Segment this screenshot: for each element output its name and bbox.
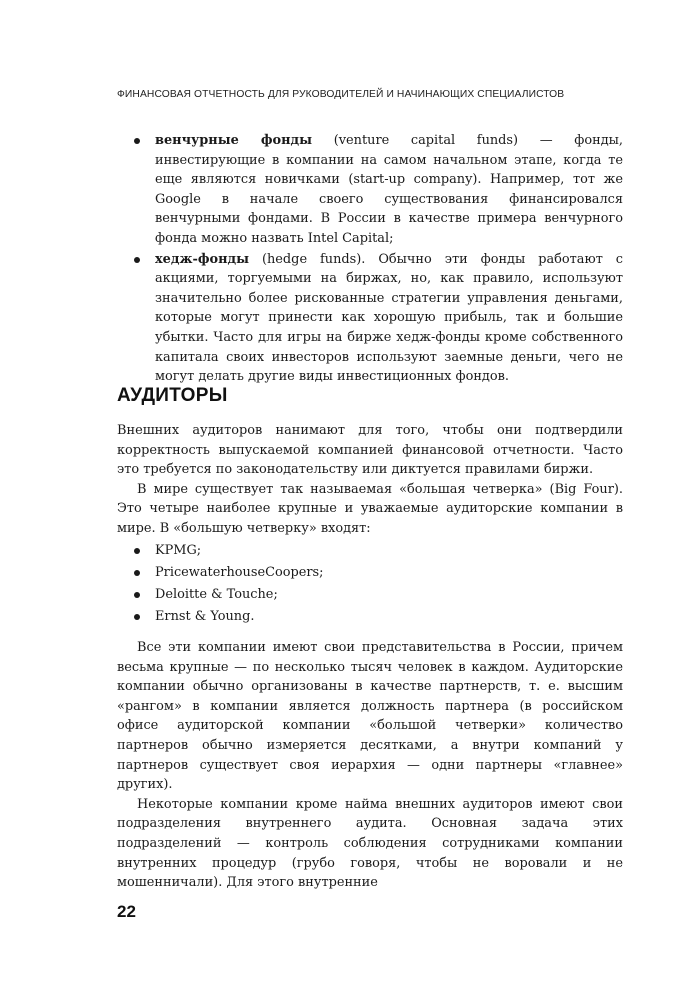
auditors-intro-block [117, 421, 623, 539]
list-item [117, 250, 623, 387]
term-venture-funds: венчурные фонды [155, 133, 313, 148]
firm-name: PricewaterhouseCoopers; [155, 565, 324, 580]
list-item [117, 131, 623, 249]
term-hedge-funds: хедж-фонды [155, 251, 250, 267]
list-item [117, 541, 623, 563]
bullet-icon [134, 138, 140, 144]
fund-types-list [117, 131, 623, 387]
auditors-details-block [117, 638, 623, 893]
paragraph-russia: Все эти компании имеют свои представительства в России, причем весьма крупные — по несколько тысяч человек в каждом. Аудиторские компании обычно организованы в качестве партнерств, т. е. высшим «рангом» в компании является должность партнера (в российском офисе аудиторской компании «большой четверки» количество партнеров обычно измеряется десятками, а внутри компаний у партнеров существует своя иерархия — одни партнеры «главнее» других). [117, 640, 623, 793]
bullet-icon [134, 257, 140, 263]
paragraph-internal-audit: Некоторые компании кроме найма внешних аудиторов имеют свои подразделения внутреннего аудита. Основная задача этих подразделений — контроль соблюдения сотрудниками компании внутренних процедур (грубо говоря, чтобы не воровали и не мошенничали). Для этого внутренние [117, 796, 623, 891]
section-heading: АУДИТОРЫ [117, 385, 228, 406]
firm-name: KPMG; [155, 543, 202, 558]
definition-text: (hedge funds). Обычно эти фонды работают с акциями, торгуемыми на биржах, но, как правило, используют значительно более рискованные стратегии управления деньгами, которые могут принести как хорошую прибыль, так и большие убытки. Часто для игры на бирже хедж-фонды кроме собственного капитала своих инвесторов используют заемные деньги, чего не могут делать другие виды инвестиционных фондов. [155, 251, 623, 385]
paragraph-big-four: В мире существует так называемая «большая четверка» (Big Four). Это четыре наиболее крупные и уважаемые аудиторские компании в мире. В «большую четверку» входят: [117, 481, 623, 536]
list-item [117, 563, 623, 585]
definition-text: (venture capital funds) — фонды, инвестирующие в компании на самом начальном этапе, когда те еще являются новичками (start-up company). Например, тот же Google в начале своего существования финансировался венчурными фондами. В России в качестве примера венчурного фонда можно назвать Intel Capital; [155, 133, 624, 246]
bullet-icon [134, 592, 140, 598]
page-number: 22 [117, 902, 136, 921]
running-head: ФИНАНСОВАЯ ОТЧЕТНОСТЬ ДЛЯ РУКОВОДИТЕЛЕЙ И НАЧИНАЮЩИХ СПЕЦИАЛИСТОВ [117, 89, 565, 100]
list-item [117, 607, 623, 629]
bullet-icon [134, 614, 140, 620]
bullet-icon [134, 570, 140, 576]
big-four-list [117, 541, 623, 629]
paragraph-auditors-intro: Внешних аудиторов нанимают для того, чтобы они подтвердили корректность выпускаемой компанией финансовой отчетности. Часто это требуется по законодательству или диктуется правилами биржи. [117, 423, 623, 478]
firm-name: Ernst & Young. [155, 609, 255, 624]
bullet-icon [134, 548, 140, 554]
firm-name: Deloitte & Touche; [155, 587, 278, 602]
list-item [117, 585, 623, 607]
